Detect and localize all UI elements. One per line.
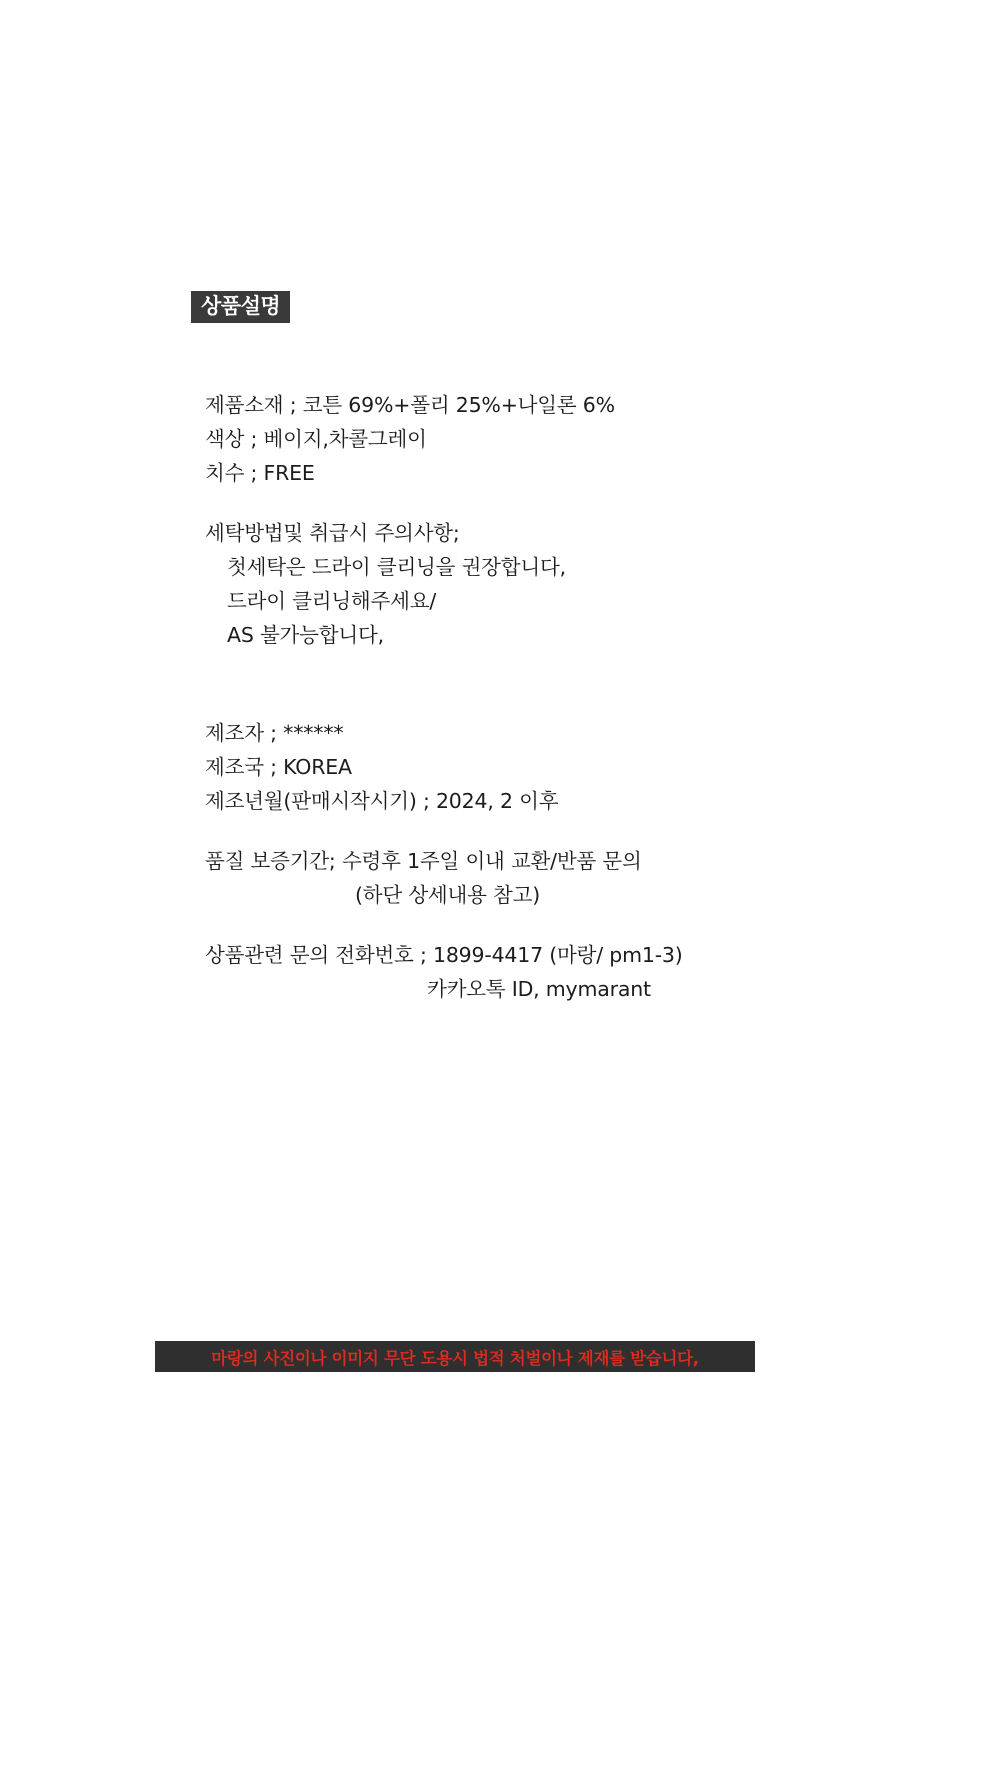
origin-line-country: 제조국 ; KOREA [205, 755, 352, 779]
description-body [205, 388, 905, 1006]
spacer [205, 652, 905, 716]
spacer [205, 912, 905, 938]
contact-line: 상품관련 문의 전화번호 ; 1899-4417 (마랑/ pm1-3) [205, 943, 683, 967]
care-line-3: AS 불가능합니다, [227, 623, 384, 647]
warranty-line: 품질 보증기간; 수령후 1주일 이내 교환/반품 문의 [205, 849, 642, 873]
spacer [205, 818, 905, 844]
copyright-warning-text: 마랑의 사진이나 이미지 무단 도용시 법적 처벌이나 제재를 받습니다, [211, 1348, 699, 1368]
spec-line-material: 제품소재 ; 코튼 69%+폴리 25%+나일론 6% [205, 393, 615, 417]
spec-line-color: 색상 ; 베이지,차콜그레이 [205, 427, 427, 451]
copyright-warning-bar [155, 1341, 755, 1372]
spec-line-size: 치수 ; FREE [205, 461, 315, 485]
contact-kakao-line: 카카오톡 ID, mymarant [427, 977, 651, 1001]
origin-line-maker: 제조자 ; ****** [205, 721, 344, 745]
care-line-2: 드라이 클리닝해주세요/ [227, 589, 437, 613]
spacer [205, 490, 905, 516]
warranty-subline: (하단 상세내용 참고) [355, 883, 541, 907]
care-line-1: 첫세탁은 드라이 클리닝을 권장합니다, [227, 555, 566, 579]
care-title: 세탁방법및 취급시 주의사항; [205, 521, 460, 545]
page-title: 상품설명 [191, 291, 290, 323]
origin-line-date: 제조년월(판매시작시기) ; 2024, 2 이후 [205, 789, 559, 813]
